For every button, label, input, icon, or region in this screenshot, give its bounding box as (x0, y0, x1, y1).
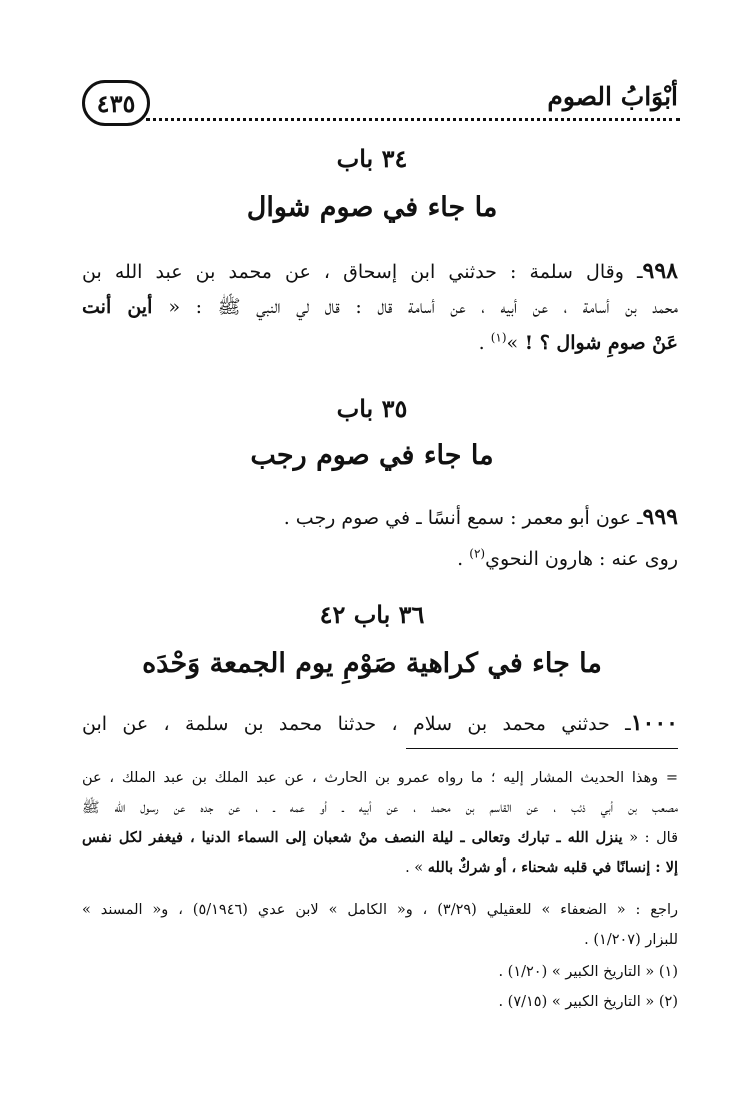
chapter-number-35: ٣٥ باب (336, 394, 408, 423)
footnote-2: (٢) « التاريخ الكبير » (٧/١٥) . (498, 994, 678, 1010)
hadith-998-bold-3: عَنْ صومِ شوال ؟ ! (518, 332, 678, 354)
hadith-998-text-2: محمد بن أسامة ، عن أبيه ، عن أسامة قال : قال لي النبي ﷺ : « (168, 296, 678, 318)
hadith-999-line-2 (82, 544, 678, 574)
hadith-999-line-1 (82, 502, 678, 533)
hadith-999-end: . (457, 548, 470, 570)
hadith-998-line-3 (82, 328, 678, 358)
footnote-quote-open: قال : « (622, 830, 678, 846)
footnote-ref-2: (٢) (469, 546, 486, 561)
chapter-number-36: ٣٦ باب ٤٢ (319, 600, 425, 629)
hadith-1000-line-1 (82, 708, 678, 739)
hadith-number-998: ٩٩٨ (642, 258, 678, 284)
hadith-999-text-1: ـ عون أبو معمر : سمع أنسًا ـ في صوم رجب . (283, 507, 643, 529)
hadith-1000-text-1: ـ حدثني محمد بن سلام ، حدثنا محمد بن سلمة ، عن ابن (82, 713, 631, 735)
page-number-badge (82, 80, 150, 126)
hadith-999-text-2: روى عنه : هارون النحوي (485, 548, 678, 570)
header-dotted-rule (146, 118, 680, 121)
page-number: ٤٣٥ (96, 88, 136, 118)
footnote-quote-close: » . (405, 860, 428, 876)
footnote-cont-line-6: للبزار (١/٢٠٧) . (584, 932, 678, 948)
footnote-1: (١) « التاريخ الكبير » (١/٢٠) . (498, 964, 678, 980)
chapter-title-36: ما جاء في كراهية صَوْمِ يوم الجمعة وَحْدَه (142, 648, 602, 679)
chapter-title-35: ما جاء في صوم رجب (250, 440, 494, 471)
footnote-cont-line-5: راجع : « الضعفاء » للعقيلي (٣/٢٩) ، و« الكامل » لابن عدي (٥/١٩٤٦) ، و« المسند » (82, 902, 678, 918)
hadith-998-end: . (478, 332, 491, 354)
hadith-998-quote-close: » (506, 332, 519, 354)
footnote-bold-3: ينزل الله ـ تبارك وتعالى ـ ليلة النصف منْ شعبان إلى السماء الدنيا ، فيغفر لكل نفس (82, 829, 623, 846)
hadith-number-999: ٩٩٩ (642, 504, 678, 530)
hadith-998-line-2 (82, 292, 678, 322)
footnote-cont-line-4 (82, 856, 678, 880)
footnote-separator (406, 748, 678, 749)
footnote-cont-line-3 (82, 826, 678, 850)
footnote-cont-line-2: مصعب بن أبي ذئب ، عن القاسم بن محمد ، عن أبيه ـ أو عمه ـ ، عن جده عن رسول الله ﷺ (82, 800, 678, 816)
hadith-998-line-1 (82, 256, 678, 287)
hadith-number-1000: ١٠٠٠ (630, 710, 678, 736)
hadith-998-text-1: ـ وقال سلمة : حدثني ابن إسحاق ، عن محمد بن عبد الله بن (82, 261, 643, 283)
chapter-title-34: ما جاء في صوم شوال (246, 192, 498, 223)
footnote-bold-4: إلا : إنسانًا في قلبه شحناء ، أو شركٌ بالله (427, 859, 678, 876)
footnote-ref-1: (١) (490, 330, 507, 345)
running-header-title: أبْوَابُ الصوم (547, 82, 678, 111)
chapter-number-34: ٣٤ باب (336, 144, 408, 173)
hadith-998-bold-2: أين أنت (82, 296, 169, 318)
footnote-cont-line-1: = وهذا الحديث المشار إليه ؛ ما رواه عمرو بن الحارث ، عن عبد الملك بن عبد الملك ، عن (82, 770, 678, 786)
